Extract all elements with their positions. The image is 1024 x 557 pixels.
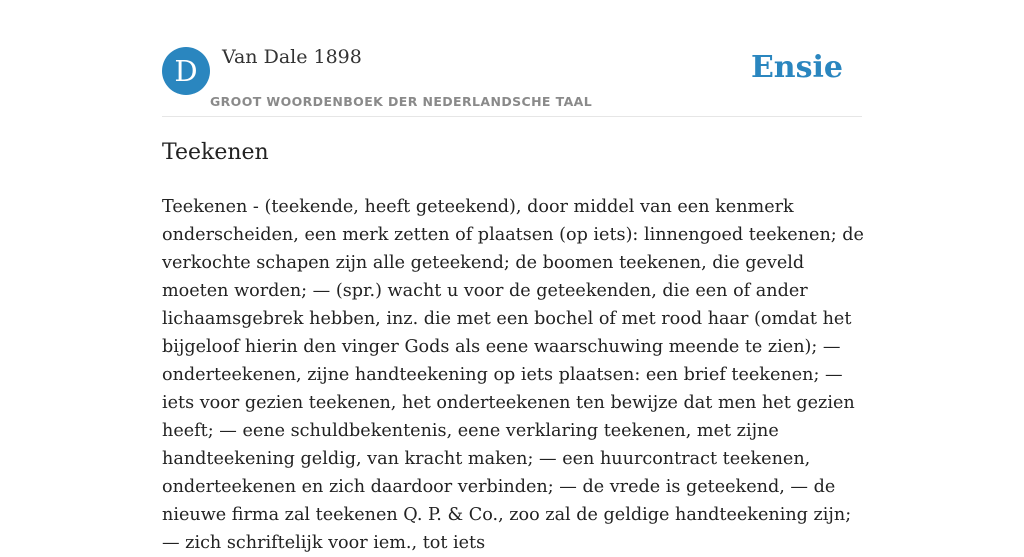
- source-header: [162, 40, 862, 117]
- source-name[interactable]: Van Dale 1898: [222, 46, 362, 68]
- entry-title: Teekenen: [162, 140, 269, 165]
- brand-logo[interactable]: Ensie: [750, 50, 843, 85]
- entry-body: Teekenen - (teekende, heeft geteekend), door middel van een kenmerk onderscheiden, een merk zetten of plaatsen (op iets): linnengoed teekenen; de verkochte schapen zijn alle geteekend; de boomen teekenen, die geveld moeten worden; — (spr.) wacht u voor de geteekenden, die een of ander lichaamsgebrek hebben, inz. die met een bochel of met rood haar (omdat het bijgeloof hierin den vinger Gods als eene waarschuwing meende te zien); — onderteekenen, zijne handteekening op iets plaatsen: een brief teekenen; — iets voor gezien teekenen, het onderteekenen ten bewijze dat men het gezien heeft; — eene schuldbekentenis, eene verklaring teekenen, met zijne handteekening geldig, van kracht maken; — een huurcontract teekenen, onderteekenen en zich daardoor verbinden; — de vrede is geteekend, — de nieuwe firma zal teekenen Q. P. & Co., zoo zal de geldige handteekening zijn; — zich schriftelijk voor iem., tot iets: [162, 197, 864, 553]
- source-subtitle: GROOT WOORDENBOEK DER NEDERLANDSCHE TAAL: [210, 94, 593, 109]
- source-logo[interactable]: D: [162, 47, 210, 95]
